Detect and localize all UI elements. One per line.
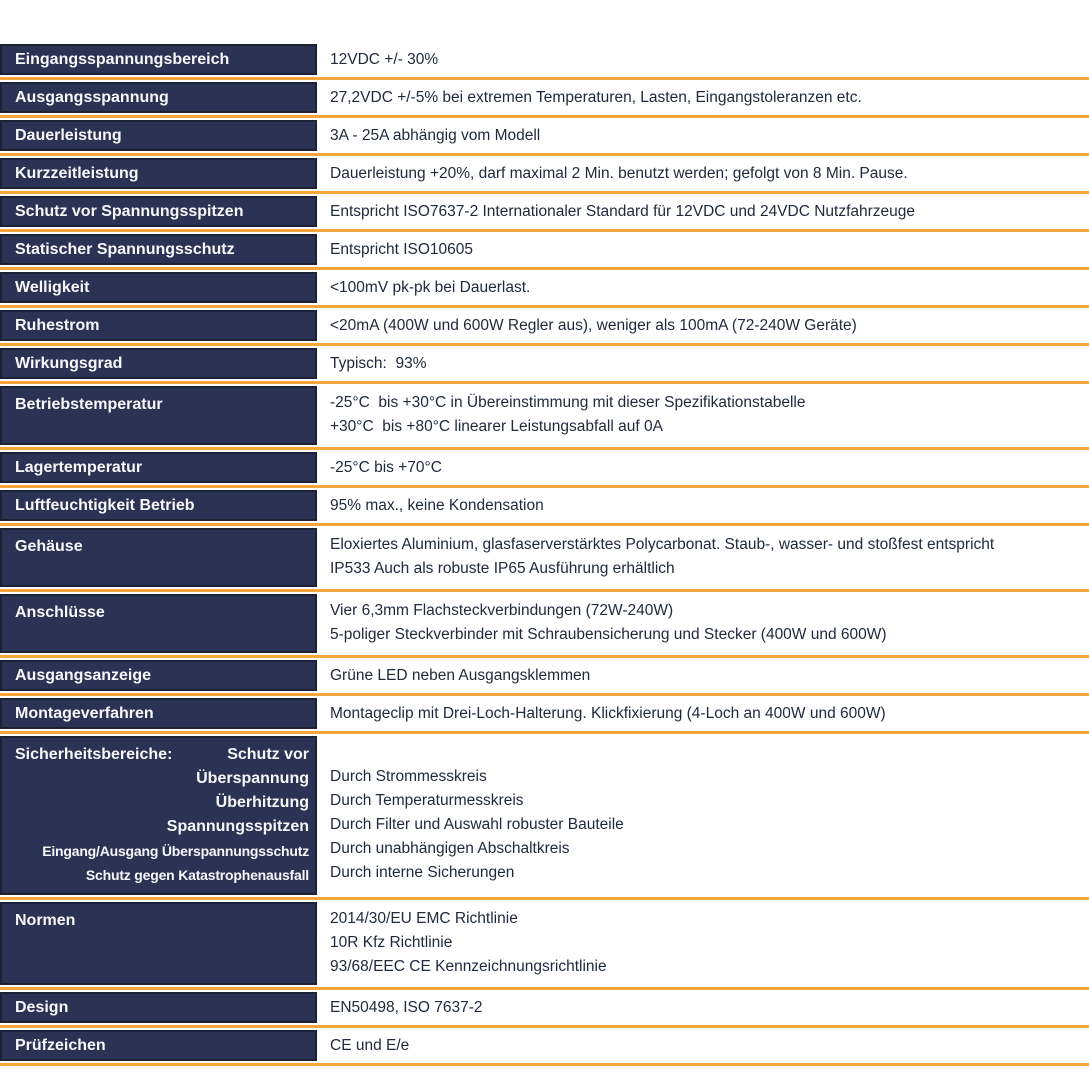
row-label-line: Welligkeit [15, 278, 90, 296]
table-row [0, 386, 1089, 445]
row-label [0, 120, 317, 151]
row-label [0, 1030, 317, 1061]
row-value-line: 27,2VDC +/-5% bei extremen Temperaturen, Lasten, Eingangstoleranzen etc. [330, 88, 862, 106]
row-value [317, 902, 1089, 985]
table-row [0, 490, 1089, 521]
row-value-line: Montageclip mit Drei-Loch-Halterung. Klickfixierung (4-Loch an 400W und 600W) [330, 704, 886, 722]
row-label [0, 158, 317, 189]
row-value-line: -25°C bis +30°C in Übereinstimmung mit dieser Spezifikationstabelle [330, 394, 806, 411]
row-value [317, 44, 1089, 75]
row-value-line: Entspricht ISO7637-2 Internationaler Standard für 12VDC und 24VDC Nutzfahrzeuge [330, 202, 916, 220]
row-label-title: Sicherheitsbereiche: [15, 746, 173, 763]
table-row [0, 158, 1089, 189]
row-label-line: Design [15, 998, 69, 1016]
row-label-line: Luftfeuchtigkeit Betrieb [15, 496, 195, 514]
row-value-line: Durch Temperaturmesskreis [330, 792, 524, 809]
row-divider [0, 229, 1089, 232]
table-row [0, 594, 1089, 653]
row-label [0, 44, 317, 75]
row-value-line: -25°C bis +70°C [330, 458, 442, 476]
row-label-line: Überhitzung [215, 794, 309, 811]
row-divider [0, 381, 1089, 384]
row-value-line: 10R Kfz Richtlinie [330, 934, 453, 951]
row-value-line: 5-poliger Steckverbinder mit Schraubensicherung und Stecker (400W und 600W) [330, 626, 887, 643]
row-divider [0, 1025, 1089, 1028]
table-row [0, 992, 1089, 1023]
table-row [0, 698, 1089, 729]
row-divider [0, 693, 1089, 696]
row-value [317, 348, 1089, 379]
row-value [317, 992, 1089, 1023]
row-value-line: 12VDC +/- 30% [330, 50, 439, 68]
table-row [0, 310, 1089, 341]
row-value-line: Durch Filter und Auswahl robuster Bauteile [330, 816, 624, 833]
row-value [317, 272, 1089, 303]
row-value-line: <20mA (400W und 600W Regler aus), weniger als 100mA (72-240W Geräte) [330, 316, 857, 334]
row-divider [0, 77, 1089, 80]
table-row [0, 660, 1089, 691]
row-label [0, 196, 317, 227]
row-label [0, 310, 317, 341]
table-row [0, 528, 1089, 587]
row-label-line: Statischer Spannungsschutz [15, 240, 235, 258]
row-divider [0, 987, 1089, 990]
row-label-sub: Schutz vor [227, 746, 309, 763]
row-value-line: Grüne LED neben Ausgangsklemmen [330, 666, 591, 684]
row-value [317, 698, 1089, 729]
row-divider [0, 485, 1089, 488]
spec-table [0, 44, 1089, 1068]
table-row [0, 44, 1089, 75]
row-label-line: Spannungsspitzen [166, 818, 309, 835]
row-value [317, 158, 1089, 189]
row-divider [0, 343, 1089, 346]
row-value-line: Durch Strommesskreis [330, 768, 487, 785]
row-label-line: Schutz vor Spannungsspitzen [15, 202, 244, 220]
table-row [0, 1030, 1089, 1061]
row-label-line: Kurzzeitleistung [15, 164, 139, 182]
row-divider [0, 731, 1089, 734]
row-divider [0, 115, 1089, 118]
row-value [317, 452, 1089, 483]
row-label-line: Ruhestrom [15, 316, 100, 334]
row-value [317, 120, 1089, 151]
row-value [317, 82, 1089, 113]
row-label-line: Gehäuse [15, 538, 83, 555]
row-divider [0, 523, 1089, 526]
row-label [0, 82, 317, 113]
row-value [317, 736, 1089, 895]
row-value [317, 386, 1089, 445]
row-value [317, 196, 1089, 227]
row-label-line: Ausgangsanzeige [15, 666, 152, 684]
row-label [0, 992, 317, 1023]
row-label-line: Prüfzeichen [15, 1036, 106, 1054]
row-value-line: Dauerleistung +20%, darf maximal 2 Min. benutzt werden; gefolgt von 8 Min. Pause. [330, 164, 908, 182]
row-value [317, 594, 1089, 653]
table-row [0, 272, 1089, 303]
row-value-line: Durch interne Sicherungen [330, 864, 515, 881]
row-value-line: Eloxiertes Aluminium, glasfaserverstärktes Polycarbonat. Staub-, wasser- und stoßfest entspricht [330, 536, 995, 553]
row-label-line: Wirkungsgrad [15, 354, 123, 372]
row-label [0, 234, 317, 265]
row-divider [0, 1063, 1089, 1066]
row-label-line: Schutz gegen Katastrophenausfall [85, 867, 309, 883]
row-value-line: CE und E/e [330, 1036, 410, 1054]
row-value-line: 95% max., keine Kondensation [330, 496, 544, 514]
row-divider [0, 191, 1089, 194]
row-value-line: IP533 Auch als robuste IP65 Ausführung erhältlich [330, 560, 675, 577]
row-label-line: Lagertemperatur [15, 458, 143, 476]
row-value [317, 490, 1089, 521]
row-value [317, 310, 1089, 341]
row-label [0, 528, 317, 587]
row-value-line: <100mV pk-pk bei Dauerlast. [330, 278, 531, 296]
row-value [317, 660, 1089, 691]
row-divider [0, 897, 1089, 900]
row-divider [0, 655, 1089, 658]
row-divider [0, 589, 1089, 592]
row-value [317, 234, 1089, 265]
row-label-line: Dauerleistung [15, 126, 122, 144]
table-row [0, 452, 1089, 483]
row-label [0, 452, 317, 483]
table-row [0, 234, 1089, 265]
table-row [0, 902, 1089, 985]
row-value [317, 1030, 1089, 1061]
row-value-line: Typisch: 93% [330, 354, 427, 372]
row-label-line: Anschlüsse [15, 604, 105, 621]
row-label-line: Normen [15, 912, 76, 929]
row-label-line: Montageverfahren [15, 704, 154, 722]
row-divider [0, 267, 1089, 270]
row-label [0, 272, 317, 303]
row-label [0, 660, 317, 691]
row-value-line: +30°C bis +80°C linearer Leistungsabfall auf 0A [330, 418, 663, 435]
row-value-line: 3A - 25A abhängig vom Modell [330, 126, 541, 144]
row-value-line: 93/68/EEC CE Kennzeichnungsrichtlinie [330, 958, 607, 975]
row-label [0, 902, 317, 985]
row-label [0, 698, 317, 729]
row-label [0, 594, 317, 653]
table-row [0, 120, 1089, 151]
row-value [317, 528, 1089, 587]
row-label-line: Betriebstemperatur [15, 396, 163, 413]
row-label [0, 386, 317, 445]
row-value-line: EN50498, ISO 7637-2 [330, 998, 483, 1016]
row-label [0, 736, 317, 895]
row-label [0, 348, 317, 379]
row-divider [0, 305, 1089, 308]
row-label-line [15, 743, 309, 767]
row-label-line: Eingang/Ausgang Überspannungsschutz [42, 843, 309, 859]
row-label-line: Ausgangsspannung [15, 88, 169, 106]
table-row [0, 736, 1089, 895]
row-divider [0, 153, 1089, 156]
row-divider [0, 447, 1089, 450]
table-row [0, 348, 1089, 379]
row-value-line: Vier 6,3mm Flachsteckverbindungen (72W-240W) [330, 602, 674, 619]
table-row [0, 82, 1089, 113]
row-value-line: 2014/30/EU EMC Richtlinie [330, 910, 518, 927]
table-row [0, 196, 1089, 227]
row-value-line: Entspricht ISO10605 [330, 240, 474, 258]
row-label [0, 490, 317, 521]
row-label-line: Eingangsspannungsbereich [15, 50, 230, 68]
row-value-line: Durch unabhängigen Abschaltkreis [330, 840, 570, 857]
row-label-line: Überspannung [196, 770, 309, 787]
